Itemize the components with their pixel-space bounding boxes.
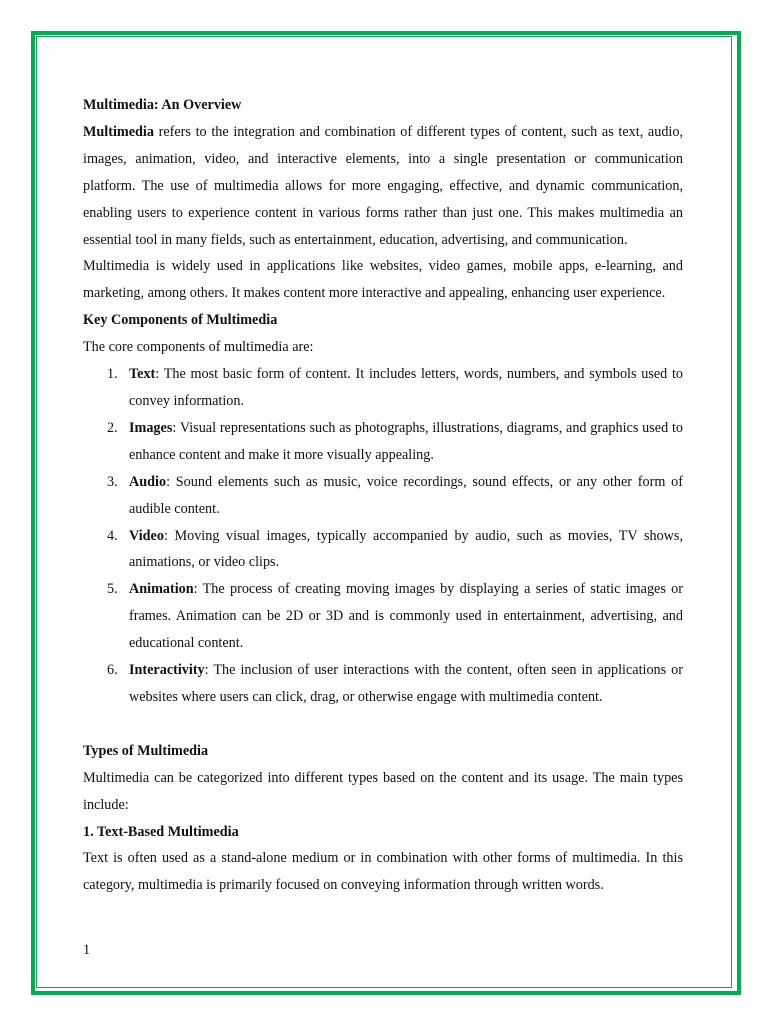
list-term: Audio [129,473,167,490]
list-number: 4. [107,527,118,544]
list-term: Video [129,527,164,544]
components-list [83,361,683,711]
usage-paragraph: Multimedia is widely used in applications like websites, video games, mobile apps, e-learning, and marketing, among others. It makes content more interactive and appealing, enhancing user experience. [83,258,683,302]
list-desc: : Moving visual images, typically accompanied by audio, such as movies, TV shows, animations, or video clips. [129,527,683,571]
list-term: Text [129,366,156,383]
list-number: 3. [107,473,118,490]
types-intro: Multimedia can be categorized into different types based on the content and its usage. The main types include: [83,769,683,813]
list-desc: : The most basic form of content. It includes letters, words, numbers, and symbols used to convey information. [129,366,683,409]
list-number: 5. [107,581,118,598]
list-number: 6. [107,662,118,679]
list-item [83,361,683,415]
list-desc: : The inclusion of user interactions with the content, often seen in applications or websites where users can click, drag, or otherwise engage with multimedia content. [129,662,683,705]
list-item [83,415,683,469]
text-based-paragraph: Text is often used as a stand-alone medium or in combination with other forms of multimedia. In this category, multimedia is primarily focused on conveying information through written words. [83,850,683,894]
list-number: 1. [107,366,118,383]
spacer [83,711,683,738]
intro-term: Multimedia [83,123,154,140]
key-components-heading: Key Components of Multimedia [83,312,278,329]
list-term: Images [129,419,173,436]
list-item [83,523,683,577]
list-desc: : Visual representations such as photographs, illustrations, diagrams, and graphics used to enhance content and make it more visually appealing. [129,419,683,463]
types-heading: Types of Multimedia [83,742,209,759]
key-components-intro: The core components of multimedia are: [83,339,314,356]
list-item [83,657,683,711]
list-term: Animation [129,581,194,598]
list-item [83,469,683,523]
list-number: 2. [107,419,118,436]
document-title: Multimedia: An Overview [83,97,242,113]
intro-paragraph [83,119,683,254]
text-based-heading: 1. Text-Based Multimedia [83,823,239,840]
list-term: Interactivity [129,662,205,679]
page-number: 1 [83,942,91,958]
document-body [83,92,683,899]
list-desc: : The process of creating moving images by displaying a series of static images or frames. Animation can be 2D or 3D and is commonly used in entertainment, advertising, and educational content. [129,581,683,652]
intro-text: refers to the integration and combination of different types of content, such as text, audio, images, animation, video, and interactive elements, into a single presentation or communication platform. The use of multimedia allows for more engaging, effective, and dynamic communication, enabling users to experience content in various forms rather than just one. This makes multimedia an essential tool in many fields, such as entertainment, education, advertising, and communication. [83,123,683,248]
list-item [83,576,683,657]
list-desc: : Sound elements such as music, voice recordings, sound effects, or any other form of audible content. [129,473,683,517]
